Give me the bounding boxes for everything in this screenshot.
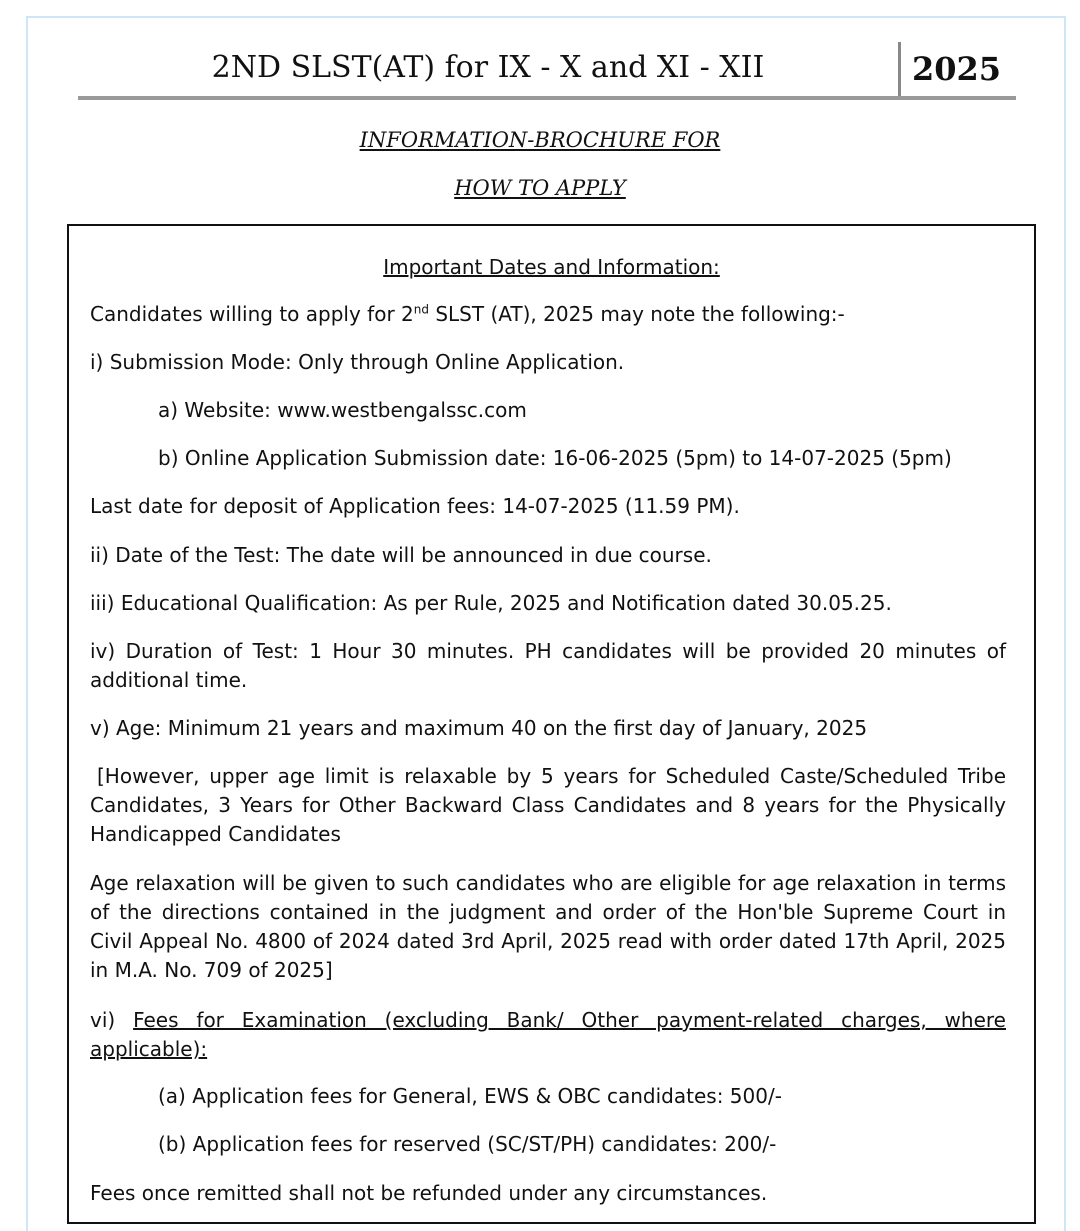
intro-line: Candidates willing to apply for 2nd SLST (AT), 2025 may note the following:- xyxy=(90,302,845,326)
header-divider xyxy=(898,42,901,100)
brochure-title-line-1: INFORMATION-BROCHURE FOR xyxy=(359,128,721,152)
item-website: a) Website: www.westbengalssc.com xyxy=(158,398,527,422)
item-submission-mode: i) Submission Mode: Only through Online Application. xyxy=(90,350,625,374)
last-date-fees: Last date for deposit of Application fees: 14-07-2025 (11.59 PM). xyxy=(90,494,740,518)
item-fees: vi) Fees for Examination (excluding Bank/ Other payment-related charges, where applicable): xyxy=(90,1008,1006,1061)
document-header xyxy=(78,40,1016,100)
age-relaxation-bracket-para: [However, upper age limit is relaxable by 5 years for Scheduled Caste/Scheduled Tribe Candidates, 3 Years for Other Backward Class Candidates and 8 years for the Physically Handicapped Candidates xyxy=(90,764,1006,846)
refund-note: Fees once remitted shall not be refunded under any circumstances. xyxy=(90,1181,768,1205)
fee-general: (a) Application fees for General, EWS & OBC candidates: 500/- xyxy=(158,1084,782,1108)
header-title: 2ND SLST(AT) for IX - X and XI - XII xyxy=(211,50,765,85)
age-relaxation-court-para: Age relaxation will be given to such candidates who are eligible for age relaxation in terms of the directions contained in the judgment and order of the Hon'ble Supreme Court in Civil Appeal No. 4800 of 2024 dated 3rd April, 2025 read with order dated 17th April, 2025 in M.A. No. 709 of 2025] xyxy=(90,871,1006,982)
brochure-title-line-2: HOW TO APPLY xyxy=(454,176,626,200)
fee-reserved: (b) Application fees for reserved (SC/ST/PH) candidates: 200/- xyxy=(158,1132,777,1156)
intro-superscript: nd xyxy=(413,302,429,317)
item-submission-date: b) Online Application Submission date: 16-06-2025 (5pm) to 14-07-2025 (5pm) xyxy=(158,446,952,470)
fees-heading-underlined: Fees for Examination (excluding Bank/ Other payment-related charges, where applicable): xyxy=(90,1008,1006,1061)
section-heading: Important Dates and Information: xyxy=(383,255,720,279)
header-year: 2025 xyxy=(912,50,1002,88)
item-date-of-test: ii) Date of the Test: The date will be announced in due course. xyxy=(90,543,712,567)
item-duration: iv) Duration of Test: 1 Hour 30 minutes. PH candidates will be provided 20 minutes of additional time. xyxy=(90,639,1006,692)
item-age: v) Age: Minimum 21 years and maximum 40 on the first day of January, 2025 xyxy=(90,716,868,740)
item-educational-qualification: iii) Educational Qualification: As per Rule, 2025 and Notification dated 30.05.25. xyxy=(90,591,892,615)
header-rule xyxy=(78,96,1016,100)
